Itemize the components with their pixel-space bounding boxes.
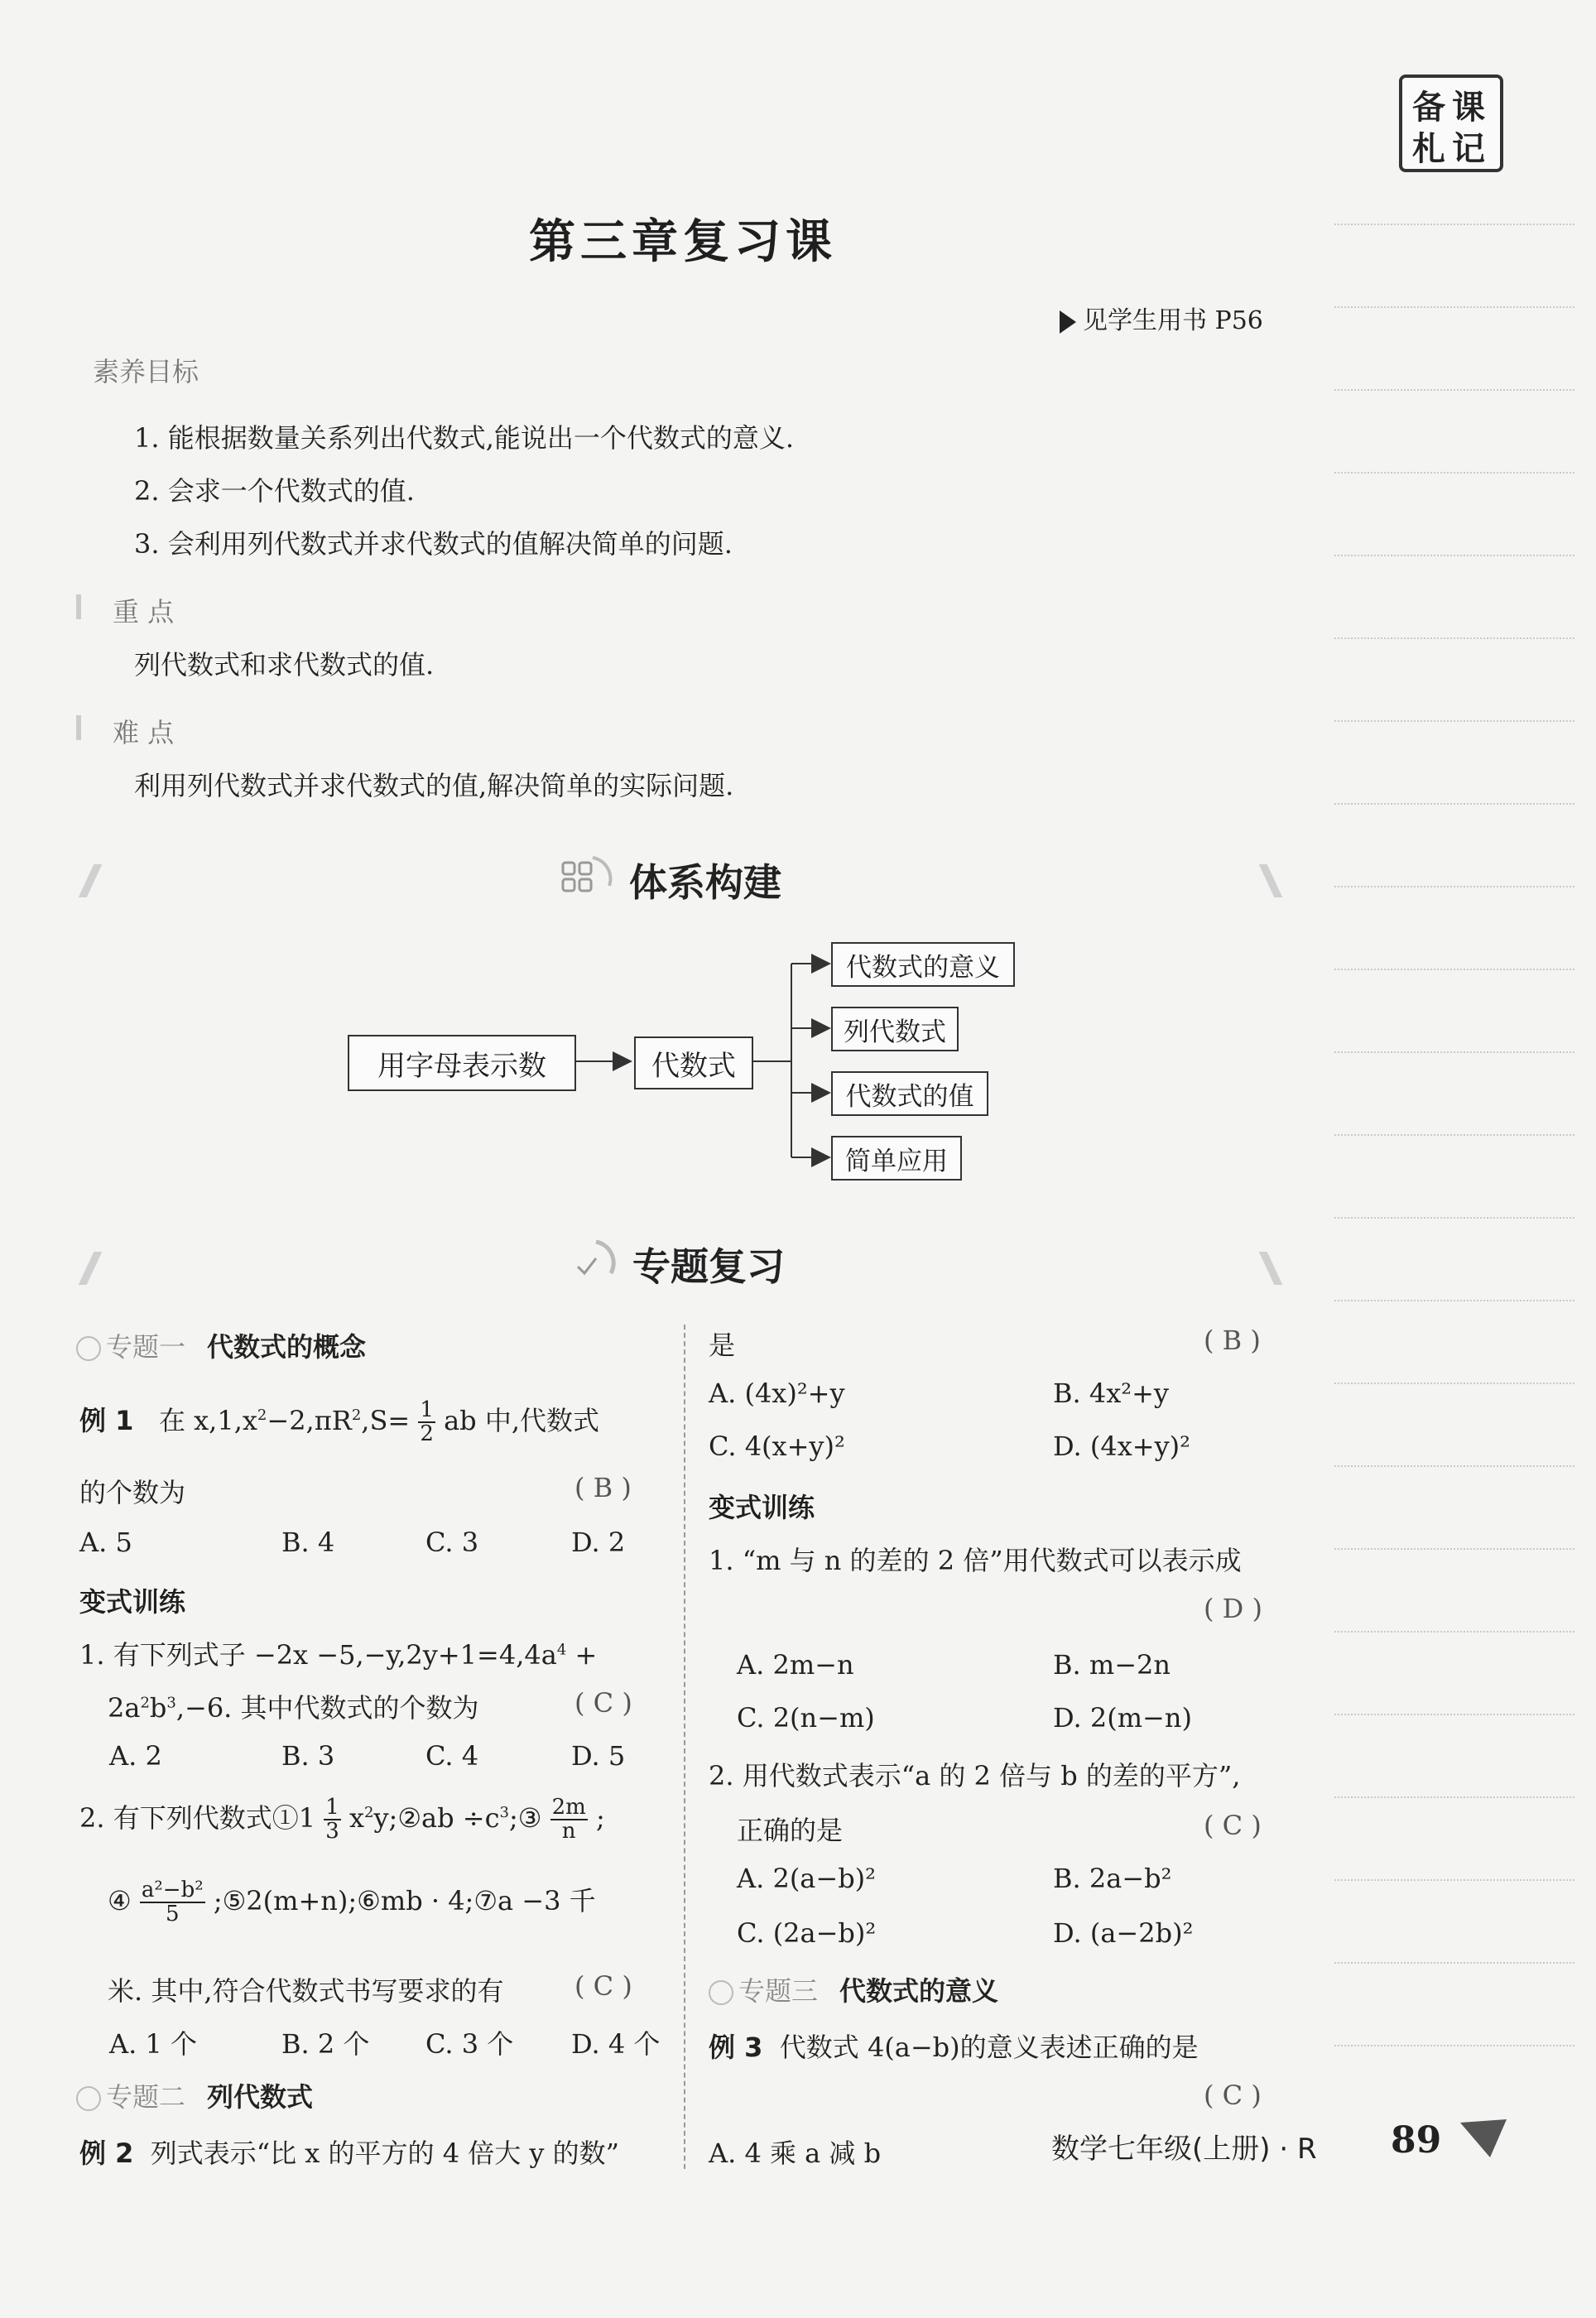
answer-bracket: ( D )	[1204, 1593, 1262, 1624]
student-book-reference: 见学生用书 P56	[1060, 300, 1263, 336]
topic-3-heading: 专题三 代数式的意义	[709, 1970, 998, 2008]
question-1-line-1: 1. 有下列式子 $-2x -5,-y,2y+1=4,4a^4$ +	[79, 1639, 598, 1671]
page-title: 第三章复习课	[529, 214, 837, 269]
key-point-text: 列代数式和求代数式的值.	[134, 649, 435, 680]
answer-bracket: ( B )	[574, 1472, 632, 1503]
right-question-1: 1. “m 与 n 的差的 2 倍”用代数式可以表示成	[709, 1545, 1242, 1576]
goal-item: 1. 能根据数量关系列出代数式,能说出一个代数式的意义.	[134, 422, 795, 454]
option: A. 4 乘 a 减 b	[709, 2138, 882, 2169]
option: B. 4x²+y	[1053, 1378, 1169, 1409]
option: A. (4x)²+y	[709, 1378, 845, 1409]
book-name: 数学七年级(上册) · R	[1051, 2133, 1317, 2166]
diagram-branch-node: 列代数式	[831, 1007, 959, 1051]
option: C. 3 个	[425, 2028, 514, 2060]
corner-arrow-icon	[1457, 2114, 1515, 2164]
answer-bracket: ( C )	[574, 1970, 632, 2002]
option: C. 3	[425, 1527, 479, 1558]
column-divider	[684, 1325, 685, 2169]
system-heading: 体系构建	[629, 860, 781, 905]
difficulty-text: 利用列代数式并求代数式的值,解决简单的实际问题.	[134, 770, 734, 801]
topic-2-heading: 专题二 列代数式	[76, 2076, 313, 2114]
option: D. 5	[571, 1740, 626, 1772]
goal-item: 2. 会求一个代数式的值.	[134, 475, 415, 507]
decor-slash	[79, 1252, 103, 1285]
example-2-continuation: 是	[709, 1330, 736, 1361]
option: C. 2(n−m)	[737, 1702, 875, 1734]
ring-icon	[709, 1980, 733, 2005]
option: B. 2a−b²	[1053, 1863, 1172, 1894]
right-question-2-line-2: 正确的是	[737, 1815, 844, 1846]
fraction: $\frac{1}{3}$	[325, 1795, 339, 1844]
answer-bracket: ( C )	[574, 1687, 632, 1719]
option: A. 2(a−b)²	[737, 1863, 876, 1894]
section-icon	[563, 1237, 621, 1290]
training-heading: 变式训练	[709, 1492, 815, 1523]
example-1-line-1: 例 1 在 $x,1,x^2-2,\pi R^2,S=$ $\frac{1}{2}$ ab 中,代数式	[79, 1397, 600, 1447]
diagram-branch-node: 代数式的值	[831, 1071, 988, 1116]
diagram-root-node: 用字母表示数	[348, 1035, 576, 1091]
option: A. 2m−n	[737, 1649, 854, 1681]
ring-icon	[76, 2086, 101, 2111]
answer-bracket: ( C )	[1204, 2080, 1262, 2111]
goal-item: 3. 会利用列代数式并求代数式的值解决简单的问题.	[134, 528, 733, 560]
option: B. m−2n	[1053, 1649, 1171, 1681]
question-2-line-1: 2. 有下列代数式①1 $\frac{1}{3}$ $x^2y;②ab$ $\div c^3;③$ $\frac{2m}{n}$ ;	[79, 1795, 605, 1844]
option: D. 2	[571, 1527, 626, 1558]
option: C. (2a−b)²	[737, 1917, 877, 1949]
option: A. 2	[109, 1740, 162, 1772]
option: B. 4	[281, 1527, 335, 1558]
fraction: $\frac{\text{a²−b²}}{5}$	[141, 1878, 204, 1927]
option: A. 1 个	[109, 2028, 197, 2060]
lesson-notes-stamp: 备 课 札 记	[1399, 75, 1503, 172]
example-3-line-1: 例 3 代数式 4(a−b)的意义表述正确的是	[709, 2032, 1199, 2063]
difficulty-heading: 难 点	[113, 717, 175, 748]
training-heading: 变式训练	[79, 1586, 186, 1618]
option: B. 2 个	[281, 2028, 370, 2060]
option: D. (4x+y)²	[1053, 1431, 1190, 1462]
option: C. 4(x+y)²	[709, 1431, 845, 1462]
option: C. 4	[425, 1740, 479, 1772]
ring-icon	[76, 1336, 101, 1361]
review-heading: 专题复习	[632, 1244, 785, 1289]
option: D. 4 个	[571, 2028, 661, 2060]
decor-slash	[1259, 1252, 1283, 1285]
option: D. 2(m−n)	[1053, 1702, 1192, 1734]
fraction: $\frac{2m}{n}$	[551, 1795, 586, 1844]
question-2-line-3: 米. 其中,符合代数式书写要求的有	[108, 1975, 504, 2007]
goals-heading: 素养目标	[93, 356, 200, 387]
answer-bracket: ( B )	[1204, 1325, 1261, 1356]
page-number: 89	[1391, 2119, 1442, 2162]
diagram-branch-node: 代数式的意义	[831, 942, 1015, 987]
option: A. 5	[79, 1527, 132, 1558]
example-1-line-2: 的个数为	[79, 1477, 186, 1508]
key-point-heading: 重 点	[113, 596, 175, 628]
question-1-line-2: $2a^2b^3,-6$. 其中代数式的个数为	[108, 1692, 479, 1724]
diagram-middle-node: 代数式	[634, 1036, 753, 1089]
answer-bracket: ( C )	[1204, 1810, 1262, 1841]
diagram-branch-node: 简单应用	[831, 1136, 962, 1181]
fraction: $\frac{1}{2}$	[420, 1397, 434, 1447]
option: D. (a−2b)²	[1053, 1917, 1194, 1949]
option: B. 3	[281, 1740, 335, 1772]
question-2-line-2: ④ $\frac{\text{a²−b²}}{5}$ ;⑤2(m+n);⑥mb · 4;⑦a −3 千	[108, 1878, 596, 1927]
topic-1-heading: 专题一 代数式的概念	[76, 1326, 366, 1364]
example-2-line-1: 例 2 列式表示“比 x 的平方的 4 倍大 y 的数”	[79, 2138, 620, 2169]
right-question-2: 2. 用代数式表示“a 的 2 倍与 b 的差的平方”,	[709, 1760, 1241, 1791]
